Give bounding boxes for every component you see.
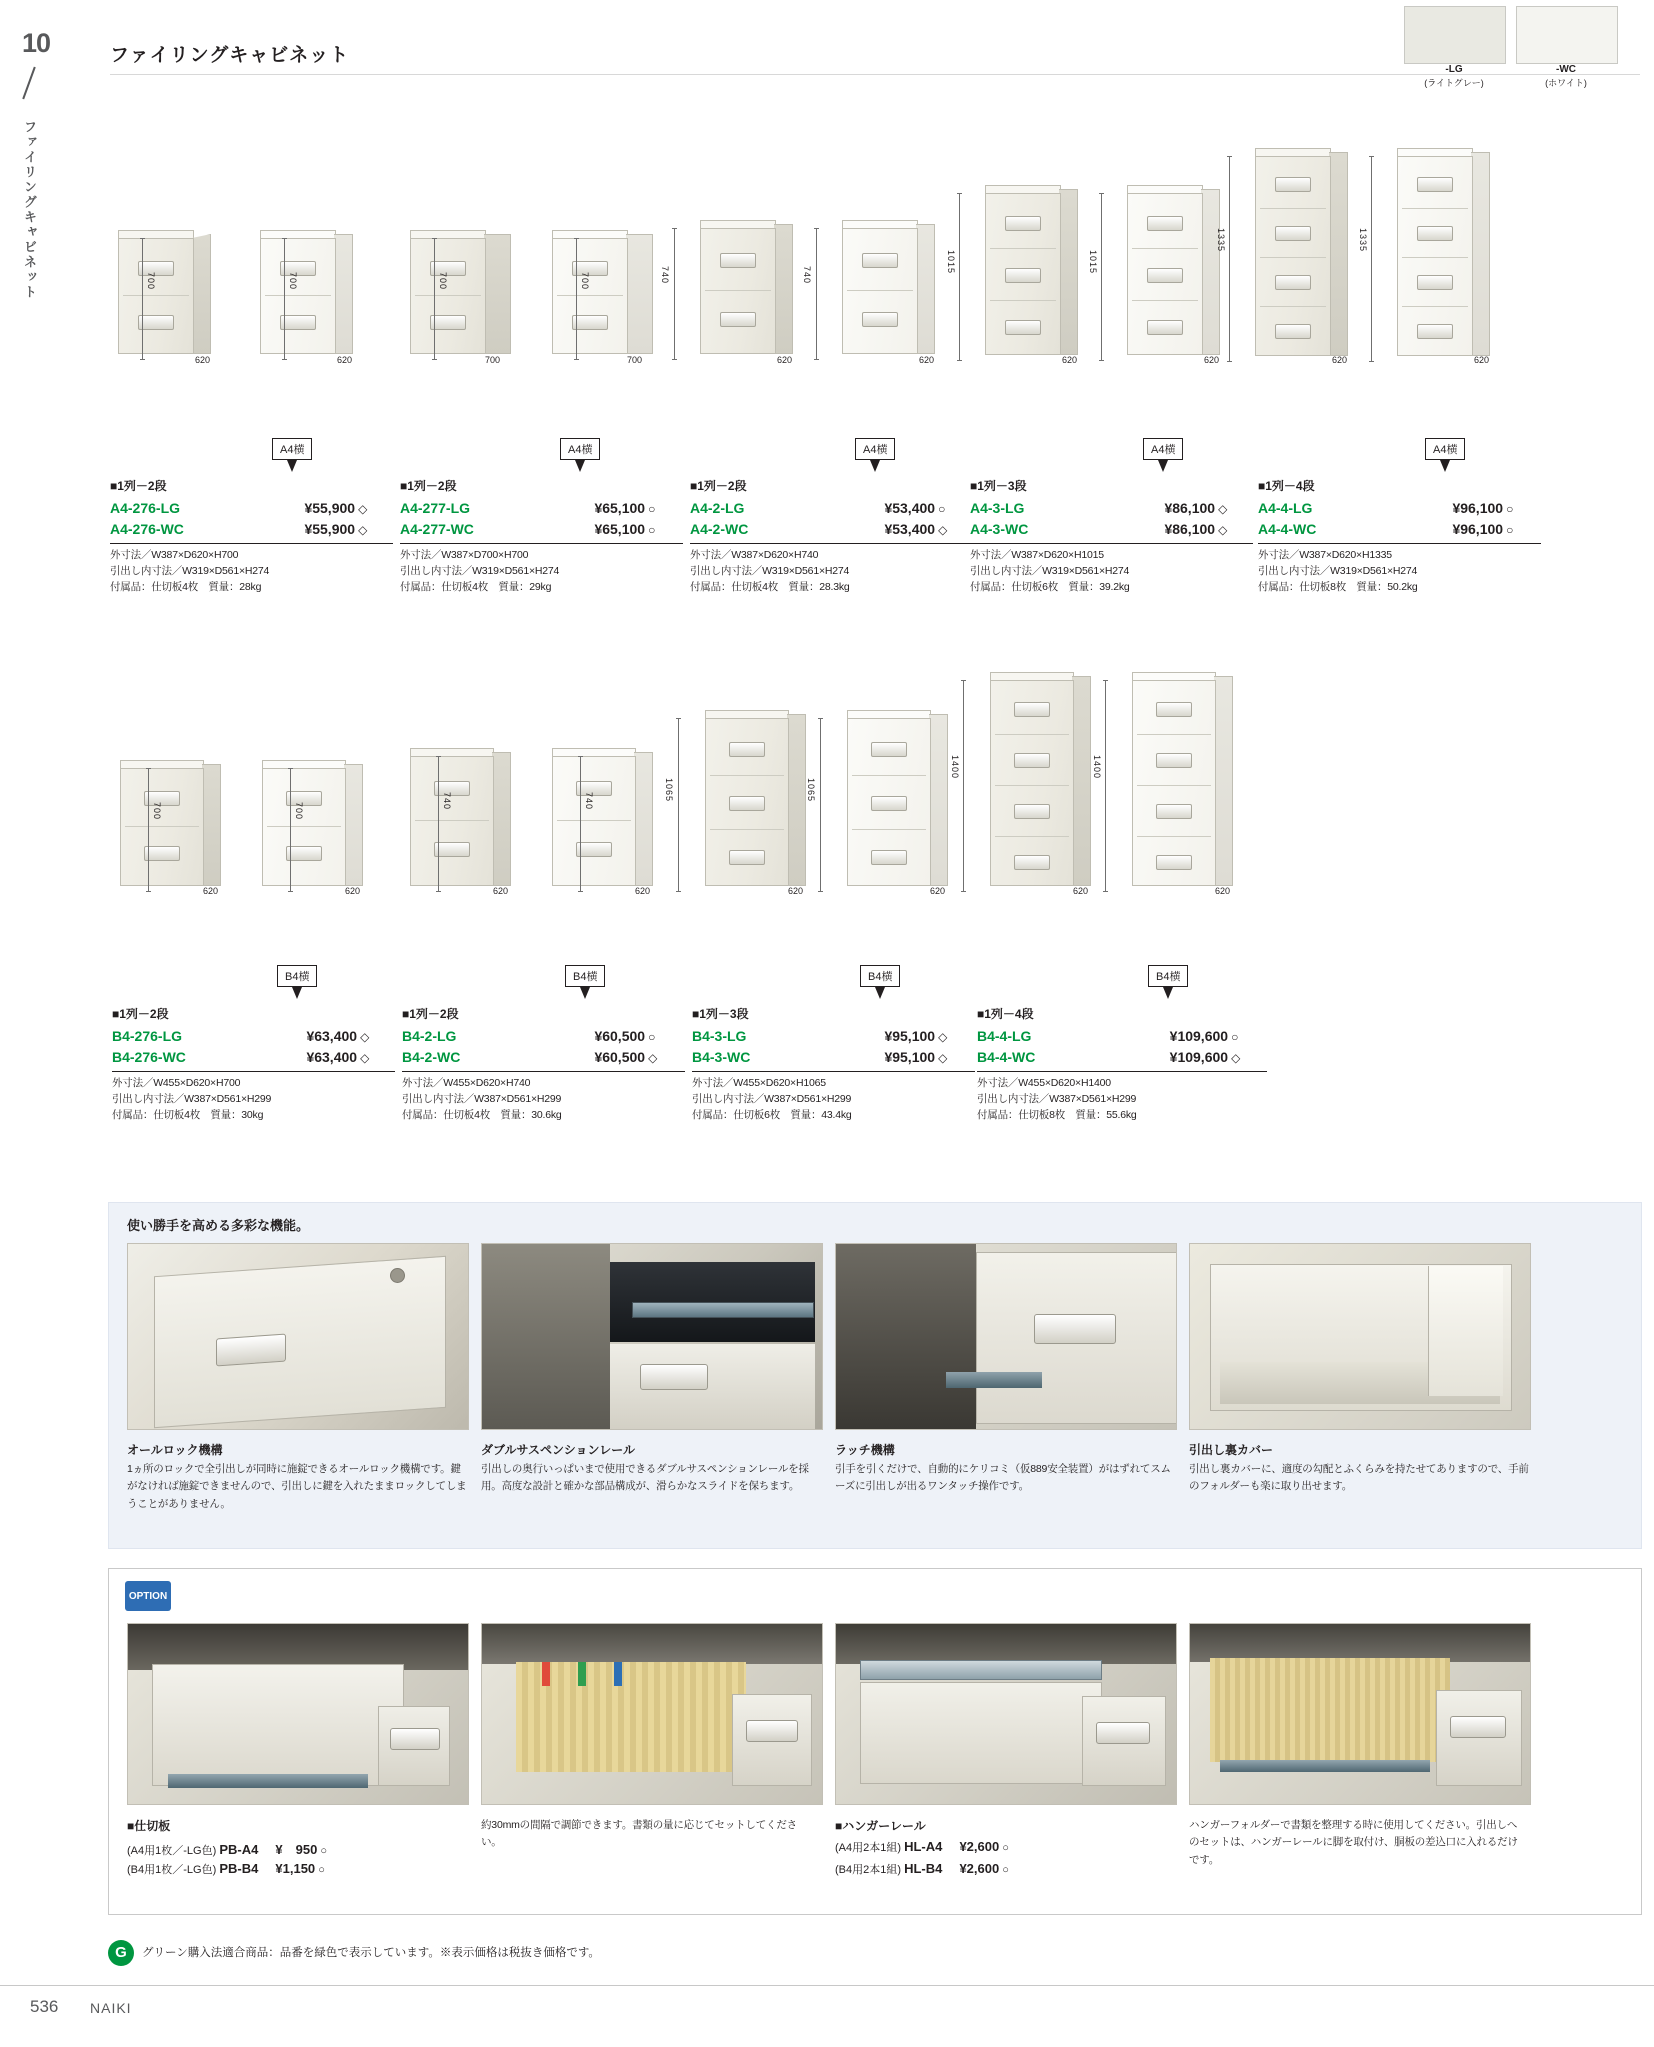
dim-height: 740 xyxy=(802,266,812,285)
product-code: B4-276-WC xyxy=(112,1049,186,1066)
product-row xyxy=(1258,498,1541,519)
feature-title: オールロック機構 xyxy=(127,1443,223,1457)
spine-label: ファイリングキャビネット xyxy=(22,120,37,300)
option-mark: ○ xyxy=(320,1845,328,1857)
feature-photo xyxy=(1189,1243,1531,1430)
product-code: B4-2-LG xyxy=(402,1028,457,1045)
spec-divider xyxy=(400,543,683,544)
cabinet-illustration xyxy=(118,230,238,360)
spec-extra: 付属品：仕切板6枚 質量：39.2kg xyxy=(970,580,1130,593)
product-mark: ◇ xyxy=(1218,523,1228,538)
spec-inner: 引出し内寸法／W387×D561×H299 xyxy=(977,1093,1137,1106)
spec-inner: 引出し内寸法／W387×D561×H299 xyxy=(402,1093,562,1106)
spec-inner: 引出し内寸法／W319×D561×H274 xyxy=(1258,565,1418,578)
product-price: ¥86,100 xyxy=(1164,521,1216,538)
dim-depth: 620 xyxy=(930,886,946,896)
dim-depth: 620 xyxy=(1332,355,1348,365)
dim-height-line xyxy=(1229,156,1230,362)
arrow-down-icon xyxy=(870,460,880,472)
dim-height-line xyxy=(1101,193,1102,361)
option-photo xyxy=(835,1623,1177,1805)
product-row xyxy=(690,498,973,519)
product-row xyxy=(110,498,393,519)
size-callout-label: A4横 xyxy=(1425,438,1465,460)
cabinet-illustration xyxy=(847,710,967,892)
dim-height-line xyxy=(290,768,291,892)
cabinet-illustration xyxy=(410,748,530,892)
dim-height-line xyxy=(438,756,439,892)
feature-photo xyxy=(481,1243,823,1430)
dim-height-line xyxy=(959,193,960,361)
cabinet-illustration xyxy=(1132,672,1252,892)
option-title: ■仕切板 xyxy=(127,1819,171,1833)
spec-title: ■1列－2段 xyxy=(400,479,457,493)
spec-divider xyxy=(970,543,1253,544)
feature-body: 引出し裏カバーに、適度の勾配とふくらみを持たせてありますので、手前のフォルダーも楽に取り出せます。 xyxy=(1189,1463,1529,1493)
dim-height-line xyxy=(678,718,679,892)
product-price: ¥65,100 xyxy=(594,500,646,517)
dim-height-line xyxy=(580,756,581,892)
dim-height: 1015 xyxy=(1088,250,1098,275)
product-price: ¥109,600 xyxy=(1169,1028,1229,1045)
product-row xyxy=(400,519,683,540)
product-mark: ◇ xyxy=(1231,1051,1241,1066)
product-price: ¥55,900 xyxy=(304,500,356,517)
option-row xyxy=(127,1861,325,1877)
product-mark: ◇ xyxy=(648,1051,658,1066)
product-code: A4-2-LG xyxy=(690,500,745,517)
dim-height: 1015 xyxy=(946,250,956,275)
spec-title: ■1列－2段 xyxy=(112,1007,169,1021)
dim-height: 740 xyxy=(584,792,594,811)
product-row xyxy=(112,1047,395,1068)
product-price: ¥53,400 xyxy=(884,521,936,538)
product-mark: ○ xyxy=(1506,523,1514,538)
swatch-lg-name: (ライトグレー) xyxy=(1424,78,1484,88)
product-code: A4-277-LG xyxy=(400,500,471,517)
size-callout-label: B4横 xyxy=(1148,965,1188,987)
dim-height-line xyxy=(142,238,143,360)
spec-outer: 外寸法／W455×D620×H1400 xyxy=(977,1077,1111,1090)
product-mark: ◇ xyxy=(938,1030,948,1045)
spec-extra: 付属品：仕切板4枚 質量：28kg xyxy=(110,580,262,593)
swatch-wc-code: -WC xyxy=(1556,64,1576,75)
spec-inner: 引出し内寸法／W319×D561×H274 xyxy=(110,565,270,578)
cabinet-illustration xyxy=(1397,148,1517,363)
product-code: B4-276-LG xyxy=(112,1028,183,1045)
spec-extra: 付属品：仕切板4枚 質量：30kg xyxy=(112,1108,264,1121)
product-code: B4-3-WC xyxy=(692,1049,751,1066)
spec-extra: 付属品：仕切板4枚 質量：28.3kg xyxy=(690,580,850,593)
size-callout-label: A4横 xyxy=(855,438,895,460)
size-callout xyxy=(855,438,895,472)
green-note: グリーン購入法適合商品：品番を緑色で表示しています。※表示価格は税抜き価格です。 xyxy=(142,1947,600,1960)
spec-inner: 引出し内寸法／W319×D561×H274 xyxy=(400,565,560,578)
product-row xyxy=(402,1047,685,1068)
product-mark: ○ xyxy=(1506,502,1514,517)
dim-height: 1065 xyxy=(806,778,816,803)
dim-depth: 620 xyxy=(345,886,361,896)
option-price: ¥2,600 xyxy=(959,1839,1000,1854)
spec-inner: 引出し内寸法／W387×D561×H299 xyxy=(692,1093,852,1106)
dim-height: 700 xyxy=(580,272,590,291)
product-price: ¥60,500 xyxy=(594,1049,646,1066)
dim-height: 700 xyxy=(288,272,298,291)
spec-extra: 付属品：仕切板8枚 質量：55.6kg xyxy=(977,1108,1137,1121)
product-spec-block xyxy=(692,1006,975,1124)
cabinet-illustration xyxy=(842,220,962,362)
dim-depth: 620 xyxy=(493,886,509,896)
cabinet-illustration xyxy=(120,760,240,892)
spec-divider xyxy=(692,1071,975,1072)
product-price: ¥60,500 xyxy=(594,1028,646,1045)
option-row xyxy=(127,1839,327,1858)
option-mark: ○ xyxy=(1002,1864,1009,1876)
dim-height-line xyxy=(674,228,675,360)
feature-title: ダブルサスペンションレール xyxy=(481,1443,635,1457)
arrow-down-icon xyxy=(287,460,297,472)
dim-height-line xyxy=(1105,680,1106,892)
feature-body: 1ヵ所のロックで全引出しが同時に施錠できるオールロック機構です。鍵がなければ施錠できませんので、引出しに鍵を入れたままロックしてしまうことがありません。 xyxy=(127,1463,467,1510)
spec-outer: 外寸法／W387×D620×H1015 xyxy=(970,549,1104,562)
product-spec-block xyxy=(690,478,973,596)
product-mark: ○ xyxy=(1231,1030,1239,1045)
dim-height: 700 xyxy=(146,272,156,291)
dim-depth: 620 xyxy=(1073,886,1089,896)
dim-height-line xyxy=(284,238,285,360)
spec-title: ■1列－3段 xyxy=(692,1007,749,1021)
product-code: A4-3-LG xyxy=(970,500,1025,517)
spec-divider xyxy=(977,1071,1267,1072)
size-callout xyxy=(860,965,900,999)
dim-height-line xyxy=(1371,156,1372,362)
dim-height-line xyxy=(963,680,964,892)
product-price: ¥63,400 xyxy=(306,1028,358,1045)
dim-depth: 620 xyxy=(635,886,651,896)
dim-depth: 620 xyxy=(777,355,793,365)
dim-depth: 620 xyxy=(919,355,935,365)
arrow-down-icon xyxy=(1440,460,1450,472)
product-spec-block xyxy=(110,478,393,596)
spec-outer: 外寸法／W455×D620×H700 xyxy=(112,1077,241,1090)
dim-height: 700 xyxy=(438,272,448,291)
option-label: (B4用2本1組) xyxy=(835,1864,902,1876)
feature-photo xyxy=(127,1243,469,1430)
dim-depth: 620 xyxy=(195,355,211,365)
option-mark: ○ xyxy=(1002,1842,1009,1854)
features-panel xyxy=(108,1202,1642,1549)
spec-divider xyxy=(690,543,973,544)
spec-outer: 外寸法／W455×D620×H740 xyxy=(402,1077,531,1090)
option-title: ■ハンガーレール xyxy=(835,1819,926,1833)
option-body: 約30mmの間隔で調節できます。書類の量に応じてセットしてください。 xyxy=(481,1819,797,1849)
spec-outer: 外寸法／W455×D620×H1065 xyxy=(692,1077,826,1090)
product-spec-block xyxy=(402,1006,685,1124)
product-code: B4-2-WC xyxy=(402,1049,461,1066)
product-code: A4-276-WC xyxy=(110,521,184,538)
arrow-down-icon xyxy=(292,987,302,999)
size-callout xyxy=(1148,965,1188,999)
option-mark: ○ xyxy=(318,1864,325,1876)
cabinet-illustration xyxy=(262,760,382,892)
size-callout-label: A4横 xyxy=(560,438,600,460)
dim-height: 1400 xyxy=(1092,755,1102,780)
size-callout-label: B4横 xyxy=(277,965,317,987)
dim-height-line xyxy=(820,718,821,892)
dim-height-line xyxy=(434,238,435,360)
dim-height: 700 xyxy=(294,802,304,821)
dim-height-line xyxy=(148,768,149,892)
chapter-number: 10 xyxy=(22,28,51,58)
dim-height: 1065 xyxy=(664,778,674,803)
product-row xyxy=(970,519,1253,540)
dim-depth: 620 xyxy=(1204,355,1220,365)
product-price: ¥63,400 xyxy=(306,1049,358,1066)
dim-height: 740 xyxy=(442,792,452,811)
dim-depth: 620 xyxy=(788,886,804,896)
product-code: A4-276-LG xyxy=(110,500,181,517)
dim-depth: 620 xyxy=(1062,355,1078,365)
arrow-down-icon xyxy=(575,460,585,472)
product-row xyxy=(692,1047,975,1068)
spec-inner: 引出し内寸法／W387×D561×H299 xyxy=(112,1093,272,1106)
product-mark: ○ xyxy=(648,523,656,538)
product-spec-block xyxy=(112,1006,395,1124)
arrow-down-icon xyxy=(875,987,885,999)
dim-height-line xyxy=(576,238,577,360)
spec-divider xyxy=(1258,543,1541,544)
product-row xyxy=(1258,519,1541,540)
product-price: ¥95,100 xyxy=(884,1028,936,1045)
dim-depth: 700 xyxy=(485,355,501,365)
product-code: B4-3-LG xyxy=(692,1028,747,1045)
cabinet-illustration xyxy=(260,230,380,360)
spec-title: ■1列－4段 xyxy=(977,1007,1034,1021)
product-spec-block xyxy=(977,1006,1267,1124)
dim-height-line xyxy=(816,228,817,360)
feature-body: 引手を引くだけで、自動的にケリコミ（仮889安全装置）がはずれてスムーズに引出しが出るワンタッチ操作です。 xyxy=(835,1463,1171,1493)
dim-depth: 620 xyxy=(337,355,353,365)
product-mark: ◇ xyxy=(938,523,948,538)
product-price: ¥86,100 xyxy=(1164,500,1216,517)
option-photo xyxy=(1189,1623,1531,1805)
size-callout xyxy=(565,965,605,999)
dim-height: 1335 xyxy=(1216,228,1226,253)
option-code: PB-A4 xyxy=(219,1842,259,1857)
product-mark: ◇ xyxy=(1218,502,1228,517)
size-callout-label: A4横 xyxy=(1143,438,1183,460)
product-code: B4-4-LG xyxy=(977,1028,1032,1045)
product-row xyxy=(110,519,393,540)
option-price: ¥ 950 xyxy=(275,1842,318,1857)
cabinet-illustration xyxy=(700,220,820,362)
dim-depth: 700 xyxy=(627,355,643,365)
product-price: ¥96,100 xyxy=(1452,521,1504,538)
product-price: ¥55,900 xyxy=(304,521,356,538)
option-row xyxy=(835,1839,1009,1855)
cabinet-illustration xyxy=(410,230,540,360)
option-label: (B4用1枚／-LG色) xyxy=(127,1864,217,1876)
product-spec-block xyxy=(400,478,683,596)
spec-title: ■1列－4段 xyxy=(1258,479,1315,493)
product-row xyxy=(112,1026,395,1047)
spec-outer: 外寸法／W387×D620×H1335 xyxy=(1258,549,1392,562)
product-code: A4-277-WC xyxy=(400,521,474,538)
product-spec-block xyxy=(1258,478,1541,596)
feature-title: 引出し裏カバー xyxy=(1189,1443,1274,1457)
option-code: PB-B4 xyxy=(219,1861,259,1876)
dim-height: 1335 xyxy=(1358,228,1368,253)
swatch-lg xyxy=(1404,6,1506,64)
spine-slash xyxy=(22,67,36,100)
product-row xyxy=(977,1026,1267,1047)
swatch-wc-name: (ホワイト) xyxy=(1545,78,1587,88)
cabinet-illustration xyxy=(552,748,672,892)
product-price: ¥53,400 xyxy=(884,500,936,517)
footer-divider xyxy=(0,1985,1654,1986)
product-code: A4-2-WC xyxy=(690,521,749,538)
product-code: A4-3-WC xyxy=(970,521,1029,538)
size-callout-label: B4横 xyxy=(860,965,900,987)
spec-extra: 付属品：仕切板8枚 質量：50.2kg xyxy=(1258,580,1418,593)
size-callout-label: B4横 xyxy=(565,965,605,987)
spec-extra: 付属品：仕切板4枚 質量：29kg xyxy=(400,580,552,593)
spec-extra: 付属品：仕切板6枚 質量：43.4kg xyxy=(692,1108,852,1121)
product-mark: ◇ xyxy=(360,1051,370,1066)
product-mark: ◇ xyxy=(360,1030,370,1045)
dim-height: 1400 xyxy=(950,755,960,780)
page-title: ファイリングキャビネット xyxy=(110,45,350,66)
option-code: HL-A4 xyxy=(904,1839,943,1854)
product-price: ¥96,100 xyxy=(1452,500,1504,517)
dim-depth: 620 xyxy=(203,886,219,896)
product-spec-block xyxy=(970,478,1253,596)
product-price: ¥109,600 xyxy=(1169,1049,1229,1066)
brand-name: NAIKI xyxy=(90,2000,132,2016)
product-mark: ○ xyxy=(648,502,656,517)
chapter-spine xyxy=(0,0,56,380)
feature-body: 引出しの奥行いっぱいまで使用できるダブルサスペンションレールを採用。高度な設計と確かな部品構成が、滑らかなスライドを保ちます。 xyxy=(481,1463,809,1493)
spec-divider xyxy=(110,543,393,544)
arrow-down-icon xyxy=(1158,460,1168,472)
product-price: ¥95,100 xyxy=(884,1049,936,1066)
spec-title: ■1列－2段 xyxy=(402,1007,459,1021)
dim-height: 740 xyxy=(660,266,670,285)
cabinet-illustration xyxy=(985,185,1105,363)
product-row xyxy=(970,498,1253,519)
green-leaf-icon: G xyxy=(108,1940,134,1966)
dim-height: 700 xyxy=(152,802,162,821)
product-mark: ◇ xyxy=(358,502,368,517)
dim-depth: 620 xyxy=(1474,355,1490,365)
option-price: ¥2,600 xyxy=(959,1861,1000,1876)
product-code: B4-4-WC xyxy=(977,1049,1036,1066)
spec-outer: 外寸法／W387×D700×H700 xyxy=(400,549,529,562)
product-code: A4-4-WC xyxy=(1258,521,1317,538)
product-mark: ◇ xyxy=(358,523,368,538)
cabinet-illustration xyxy=(1255,148,1375,363)
product-row xyxy=(977,1047,1267,1068)
spec-extra: 付属品：仕切板4枚 質量：30.6kg xyxy=(402,1108,562,1121)
spec-inner: 引出し内寸法／W319×D561×H274 xyxy=(690,565,850,578)
page-number: 536 xyxy=(30,1997,59,2016)
option-photo xyxy=(127,1623,469,1805)
size-callout xyxy=(277,965,317,999)
size-callout xyxy=(560,438,600,472)
option-row xyxy=(835,1861,1009,1877)
size-callout-label: A4横 xyxy=(272,438,312,460)
size-callout xyxy=(1425,438,1465,472)
green-note-row xyxy=(108,1940,600,1966)
swatch-lg-code: -LG xyxy=(1445,64,1463,75)
option-photo xyxy=(481,1623,823,1805)
product-row xyxy=(402,1026,685,1047)
spec-divider xyxy=(112,1071,395,1072)
feature-photo xyxy=(835,1243,1177,1430)
product-row xyxy=(690,519,973,540)
size-callout xyxy=(272,438,312,472)
spec-title: ■1列－2段 xyxy=(690,479,747,493)
product-mark: ◇ xyxy=(938,1051,948,1066)
option-panel xyxy=(108,1568,1642,1915)
features-heading: 使い勝手を高める多彩な機能。 xyxy=(127,1218,310,1233)
product-row xyxy=(692,1026,975,1047)
size-callout xyxy=(1143,438,1183,472)
spec-divider xyxy=(402,1071,685,1072)
spec-inner: 引出し内寸法／W319×D561×H274 xyxy=(970,565,1130,578)
feature-title: ラッチ機構 xyxy=(835,1443,895,1457)
product-mark: ○ xyxy=(648,1030,656,1045)
product-mark: ○ xyxy=(938,502,946,517)
spec-outer: 外寸法／W387×D620×H740 xyxy=(690,549,819,562)
option-price: ¥1,150 xyxy=(275,1861,316,1876)
dim-depth: 620 xyxy=(1215,886,1231,896)
product-code: A4-4-LG xyxy=(1258,500,1313,517)
product-price: ¥65,100 xyxy=(594,521,646,538)
spec-title: ■1列－3段 xyxy=(970,479,1027,493)
option-body: ハンガーフォルダーで書類を整理する時に使用してください。引出しへのセットは、ハンガーレールに脚を取付け、胴板の差込口に入れるだけです。 xyxy=(1189,1819,1518,1866)
cabinet-illustration xyxy=(552,230,682,360)
arrow-down-icon xyxy=(1163,987,1173,999)
swatch-wc xyxy=(1516,6,1618,64)
option-code: HL-B4 xyxy=(904,1861,943,1876)
spec-title: ■1列－2段 xyxy=(110,479,167,493)
cabinet-illustration xyxy=(990,672,1110,892)
product-row xyxy=(400,498,683,519)
option-label: (A4用2本1組) xyxy=(835,1842,902,1854)
option-badge: OPTION xyxy=(125,1581,171,1611)
option-label: (A4用1枚／-LG色) xyxy=(127,1845,217,1857)
arrow-down-icon xyxy=(580,987,590,999)
spec-outer: 外寸法／W387×D620×H700 xyxy=(110,549,239,562)
